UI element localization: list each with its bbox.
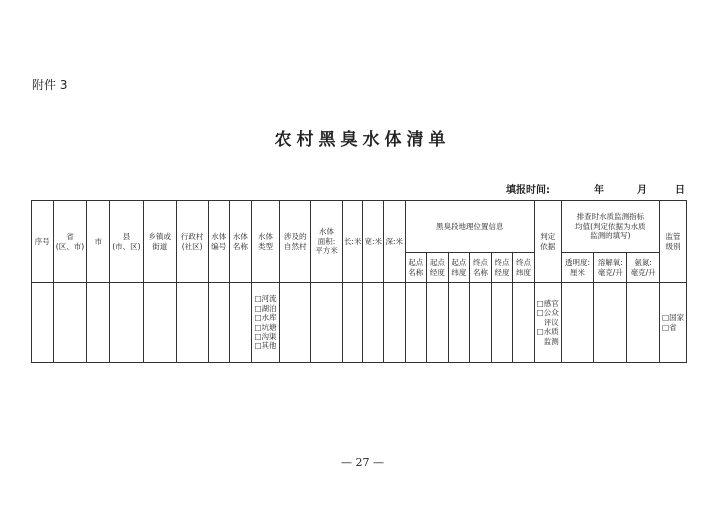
header-water-body-type: 水体 类型 [251,201,280,283]
header-area: 水体 面积: 平方米 [311,201,343,283]
cell-province[interactable] [53,283,87,363]
header-city: 市 [87,201,110,283]
option-water-quality-line2: 监测 [543,336,559,346]
fill-time-day: 日 [675,185,685,196]
option-public[interactable]: □公众 [536,308,559,318]
option-national[interactable]: □国家 [662,313,685,323]
cell-water-body-name[interactable] [230,283,252,363]
page-number: — 27 — [341,456,384,469]
header-geo-group: 黑臭段地理位置信息 [405,201,534,253]
cell-end-name[interactable] [470,283,492,363]
cell-ammonia-nitrogen[interactable] [627,283,660,363]
cell-water-body-number[interactable] [208,283,230,363]
cell-end-latitude[interactable] [513,283,535,363]
water-body-table [31,200,687,363]
header-start-longitude: 起点 经度 [427,253,449,283]
cell-county[interactable] [110,283,144,363]
option-reservoir[interactable]: □水库 [254,313,277,323]
header-seq: 序号 [32,201,54,283]
cell-village[interactable] [176,283,208,363]
table-row [32,283,687,363]
fill-time-month: 月 [637,185,647,196]
header-transparency: 透明度: 厘米 [561,253,594,283]
option-public-line2: 评议 [543,317,559,327]
header-length: 长:米 [342,201,363,283]
level-options [662,313,684,332]
cell-water-body-type [251,283,280,363]
header-supervision-level: 监管 级别 [660,201,687,283]
header-width: 宽:米 [363,201,384,283]
header-water-quality-group: 排查时水质监测指标 均值(判定依据为水质 监测的填写) [561,201,660,253]
cell-basis [534,283,561,363]
header-province: 省 (区、市) [53,201,87,283]
page-title: 农村黑臭水体清单 [274,130,451,150]
cell-transparency[interactable] [561,283,594,363]
option-pond[interactable]: □坑塘 [254,322,277,332]
option-lake[interactable]: □湖泊 [254,303,277,313]
attachment-label: 附件 3 [32,78,68,92]
header-row-top [32,201,687,253]
cell-start-name[interactable] [405,283,427,363]
cell-end-longitude[interactable] [491,283,513,363]
basis-options [537,299,559,346]
header-dissolved-oxygen: 溶解氧: 毫克/升 [594,253,627,283]
header-end-latitude: 终点 纬度 [513,253,535,283]
cell-town[interactable] [143,283,176,363]
header-ammonia-nitrogen: 氨氮: 毫克/升 [627,253,660,283]
cell-start-latitude[interactable] [448,283,470,363]
cell-supervision-level [660,283,687,363]
option-provincial[interactable]: □省 [662,322,677,332]
cell-natural-villages[interactable] [280,283,311,363]
fill-time-label: 填报时间: [506,185,550,196]
header-village: 行政村 (社区) [176,201,208,283]
cell-width[interactable] [363,283,384,363]
option-river[interactable]: □河流 [254,294,277,304]
cell-area[interactable] [311,283,343,363]
fill-time-year: 年 [594,185,604,196]
header-water-body-name: 水体 名称 [230,201,252,283]
option-sensory[interactable]: □感官 [536,299,559,309]
cell-start-longitude[interactable] [427,283,449,363]
header-end-longitude: 终点 经度 [491,253,513,283]
cell-depth[interactable] [383,283,405,363]
cell-length[interactable] [342,283,363,363]
header-basis: 判定 依据 [534,201,561,283]
header-start-name: 起点 名称 [405,253,427,283]
header-end-name: 终点 名称 [470,253,492,283]
water-type-options [254,294,276,350]
header-town: 乡镇或 街道 [143,201,176,283]
header-water-body-number: 水体 编号 [208,201,230,283]
header-county: 县 (市、区) [110,201,144,283]
header-start-latitude: 起点 纬度 [448,253,470,283]
header-natural-villages: 涉及的 自然村 [280,201,311,283]
option-water-quality[interactable]: □水质 [536,327,559,337]
cell-city[interactable] [87,283,110,363]
cell-seq[interactable] [32,283,54,363]
option-ditch[interactable]: □沟渠 [254,331,277,341]
cell-dissolved-oxygen[interactable] [594,283,627,363]
header-depth: 深:米 [383,201,405,283]
option-other[interactable]: □其他 [254,341,277,351]
